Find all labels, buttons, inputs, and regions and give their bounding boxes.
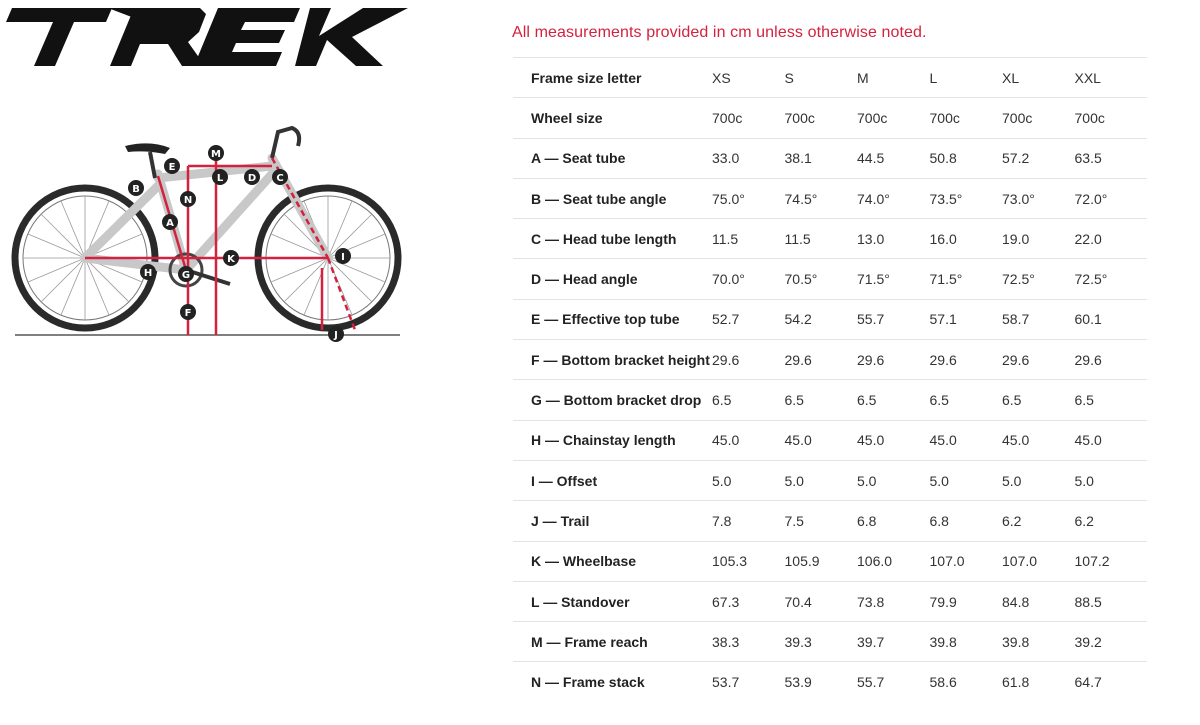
value-cell: 39.2 [1075, 622, 1148, 662]
row-label: Frame size letter [513, 58, 712, 98]
size-header-cell: M [857, 58, 930, 98]
value-cell: 45.0 [712, 420, 785, 460]
marker-l [212, 169, 228, 185]
table-row [513, 299, 1147, 339]
value-cell: 84.8 [1002, 581, 1075, 621]
value-cell: 55.7 [857, 299, 930, 339]
value-cell: 73.8 [857, 581, 930, 621]
value-cell: 5.0 [857, 460, 930, 500]
svg-text:L: L [216, 173, 224, 184]
value-cell: 29.6 [857, 340, 930, 380]
value-cell: 73.0° [1002, 178, 1075, 218]
size-header-cell: L [930, 58, 1003, 98]
value-cell: 6.5 [1075, 380, 1148, 420]
marker-c [272, 169, 288, 185]
value-cell: 11.5 [712, 219, 785, 259]
value-cell: 39.8 [1002, 622, 1075, 662]
value-cell: 13.0 [857, 219, 930, 259]
row-label: F — Bottom bracket height [513, 340, 712, 380]
size-header-cell: XXL [1075, 58, 1148, 98]
bike-geometry-diagram [10, 118, 405, 348]
value-cell: 74.0° [857, 178, 930, 218]
row-label: I — Offset [513, 460, 712, 500]
value-cell: 6.5 [712, 380, 785, 420]
value-cell: 29.6 [785, 340, 858, 380]
marker-n [180, 191, 196, 207]
svg-text:K: K [227, 254, 235, 265]
value-cell: 71.5° [930, 259, 1003, 299]
marker-i [335, 248, 351, 264]
value-cell: 45.0 [857, 420, 930, 460]
row-label: G — Bottom bracket drop [513, 380, 712, 420]
value-cell: 58.6 [930, 662, 1003, 702]
value-cell: 70.5° [785, 259, 858, 299]
value-cell: 74.5° [785, 178, 858, 218]
svg-text:J: J [334, 330, 338, 341]
marker-a [162, 214, 178, 230]
marker-j [328, 326, 344, 342]
svg-text:H: H [143, 268, 153, 279]
value-cell: 6.5 [930, 380, 1003, 420]
value-cell: 53.7 [712, 662, 785, 702]
value-cell: 700c [930, 98, 1003, 138]
value-cell: 72.5° [1002, 259, 1075, 299]
value-cell: 6.5 [1002, 380, 1075, 420]
value-cell: 70.4 [785, 581, 858, 621]
table-row [513, 380, 1147, 420]
svg-text:A: A [166, 218, 174, 229]
marker-m [208, 145, 224, 161]
value-cell: 88.5 [1075, 581, 1148, 621]
value-cell: 38.1 [785, 138, 858, 178]
value-cell: 58.7 [1002, 299, 1075, 339]
value-cell: 29.6 [1002, 340, 1075, 380]
value-cell: 39.3 [785, 622, 858, 662]
value-cell: 5.0 [1002, 460, 1075, 500]
value-cell: 52.7 [712, 299, 785, 339]
svg-text:N: N [183, 195, 193, 206]
value-cell: 6.8 [930, 501, 1003, 541]
svg-text:E: E [168, 162, 176, 173]
value-cell: 700c [712, 98, 785, 138]
value-cell: 73.5° [930, 178, 1003, 218]
table-row [513, 178, 1147, 218]
value-cell: 50.8 [930, 138, 1003, 178]
size-header-cell: S [785, 58, 858, 98]
value-cell: 79.9 [930, 581, 1003, 621]
row-label: K — Wheelbase [513, 541, 712, 581]
value-cell: 29.6 [1075, 340, 1148, 380]
table-row [513, 259, 1147, 299]
value-cell: 6.5 [785, 380, 858, 420]
row-label: C — Head tube length [513, 219, 712, 259]
table-row [513, 622, 1147, 662]
value-cell: 106.0 [857, 541, 930, 581]
row-label: D — Head angle [513, 259, 712, 299]
value-cell: 45.0 [930, 420, 1003, 460]
marker-h [140, 264, 156, 280]
value-cell: 63.5 [1075, 138, 1148, 178]
value-cell: 54.2 [785, 299, 858, 339]
value-cell: 700c [1075, 98, 1148, 138]
marker-e [164, 158, 180, 174]
row-label: E — Effective top tube [513, 299, 712, 339]
row-label: A — Seat tube [513, 138, 712, 178]
value-cell: 45.0 [785, 420, 858, 460]
row-label: N — Frame stack [513, 662, 712, 702]
value-cell: 11.5 [785, 219, 858, 259]
bike-frame [85, 158, 328, 270]
value-cell: 700c [1002, 98, 1075, 138]
value-cell: 33.0 [712, 138, 785, 178]
value-cell: 105.3 [712, 541, 785, 581]
value-cell: 72.0° [1075, 178, 1148, 218]
value-cell: 5.0 [785, 460, 858, 500]
value-cell: 107.0 [1002, 541, 1075, 581]
table-row [513, 662, 1147, 702]
value-cell: 44.5 [857, 138, 930, 178]
value-cell: 5.0 [712, 460, 785, 500]
svg-text:G: G [181, 270, 191, 281]
value-cell: 6.2 [1075, 501, 1148, 541]
value-cell: 7.5 [785, 501, 858, 541]
table-row [513, 420, 1147, 460]
value-cell: 107.0 [930, 541, 1003, 581]
marker-f [180, 304, 196, 320]
svg-text:D: D [247, 173, 257, 184]
value-cell: 6.8 [857, 501, 930, 541]
value-cell: 39.7 [857, 622, 930, 662]
row-label: M — Frame reach [513, 622, 712, 662]
value-cell: 5.0 [1075, 460, 1148, 500]
size-header-cell: XL [1002, 58, 1075, 98]
value-cell: 70.0° [712, 259, 785, 299]
value-cell: 55.7 [857, 662, 930, 702]
value-cell: 105.9 [785, 541, 858, 581]
value-cell: 45.0 [1075, 420, 1148, 460]
value-cell: 39.8 [930, 622, 1003, 662]
value-cell: 29.6 [930, 340, 1003, 380]
table-row [513, 219, 1147, 259]
value-cell: 700c [857, 98, 930, 138]
value-cell: 700c [785, 98, 858, 138]
value-cell: 19.0 [1002, 219, 1075, 259]
marker-b [128, 180, 144, 196]
svg-text:C: C [276, 173, 284, 184]
trek-logo [0, 8, 412, 66]
value-cell: 57.2 [1002, 138, 1075, 178]
table-row [513, 98, 1147, 138]
svg-text:M: M [211, 149, 221, 160]
value-cell: 53.9 [785, 662, 858, 702]
size-header-cell: XS [712, 58, 785, 98]
table-row [513, 501, 1147, 541]
marker-d [244, 169, 260, 185]
svg-text:I: I [341, 252, 345, 263]
svg-text:F: F [184, 308, 192, 319]
value-cell: 7.8 [712, 501, 785, 541]
row-label: Wheel size [513, 98, 712, 138]
value-cell: 16.0 [930, 219, 1003, 259]
table-row [513, 541, 1147, 581]
header-row [513, 58, 1147, 98]
value-cell: 6.2 [1002, 501, 1075, 541]
row-label: H — Chainstay length [513, 420, 712, 460]
row-label: L — Standover [513, 581, 712, 621]
value-cell: 45.0 [1002, 420, 1075, 460]
svg-text:B: B [132, 184, 140, 195]
table-row [513, 460, 1147, 500]
value-cell: 72.5° [1075, 259, 1148, 299]
value-cell: 61.8 [1002, 662, 1075, 702]
value-cell: 60.1 [1075, 299, 1148, 339]
value-cell: 107.2 [1075, 541, 1148, 581]
marker-g [178, 266, 194, 282]
table-row [513, 138, 1147, 178]
units-note: All measurements provided in cm unless otherwise noted. [512, 24, 927, 41]
value-cell: 71.5° [857, 259, 930, 299]
value-cell: 64.7 [1075, 662, 1148, 702]
value-cell: 6.5 [857, 380, 930, 420]
marker-k [223, 250, 239, 266]
row-label: J — Trail [513, 501, 712, 541]
row-label: B — Seat tube angle [513, 178, 712, 218]
value-cell: 75.0° [712, 178, 785, 218]
table-row [513, 340, 1147, 380]
value-cell: 38.3 [712, 622, 785, 662]
value-cell: 57.1 [930, 299, 1003, 339]
value-cell: 5.0 [930, 460, 1003, 500]
value-cell: 29.6 [712, 340, 785, 380]
value-cell: 22.0 [1075, 219, 1148, 259]
geometry-table [513, 57, 1147, 702]
table-row [513, 581, 1147, 621]
value-cell: 67.3 [712, 581, 785, 621]
